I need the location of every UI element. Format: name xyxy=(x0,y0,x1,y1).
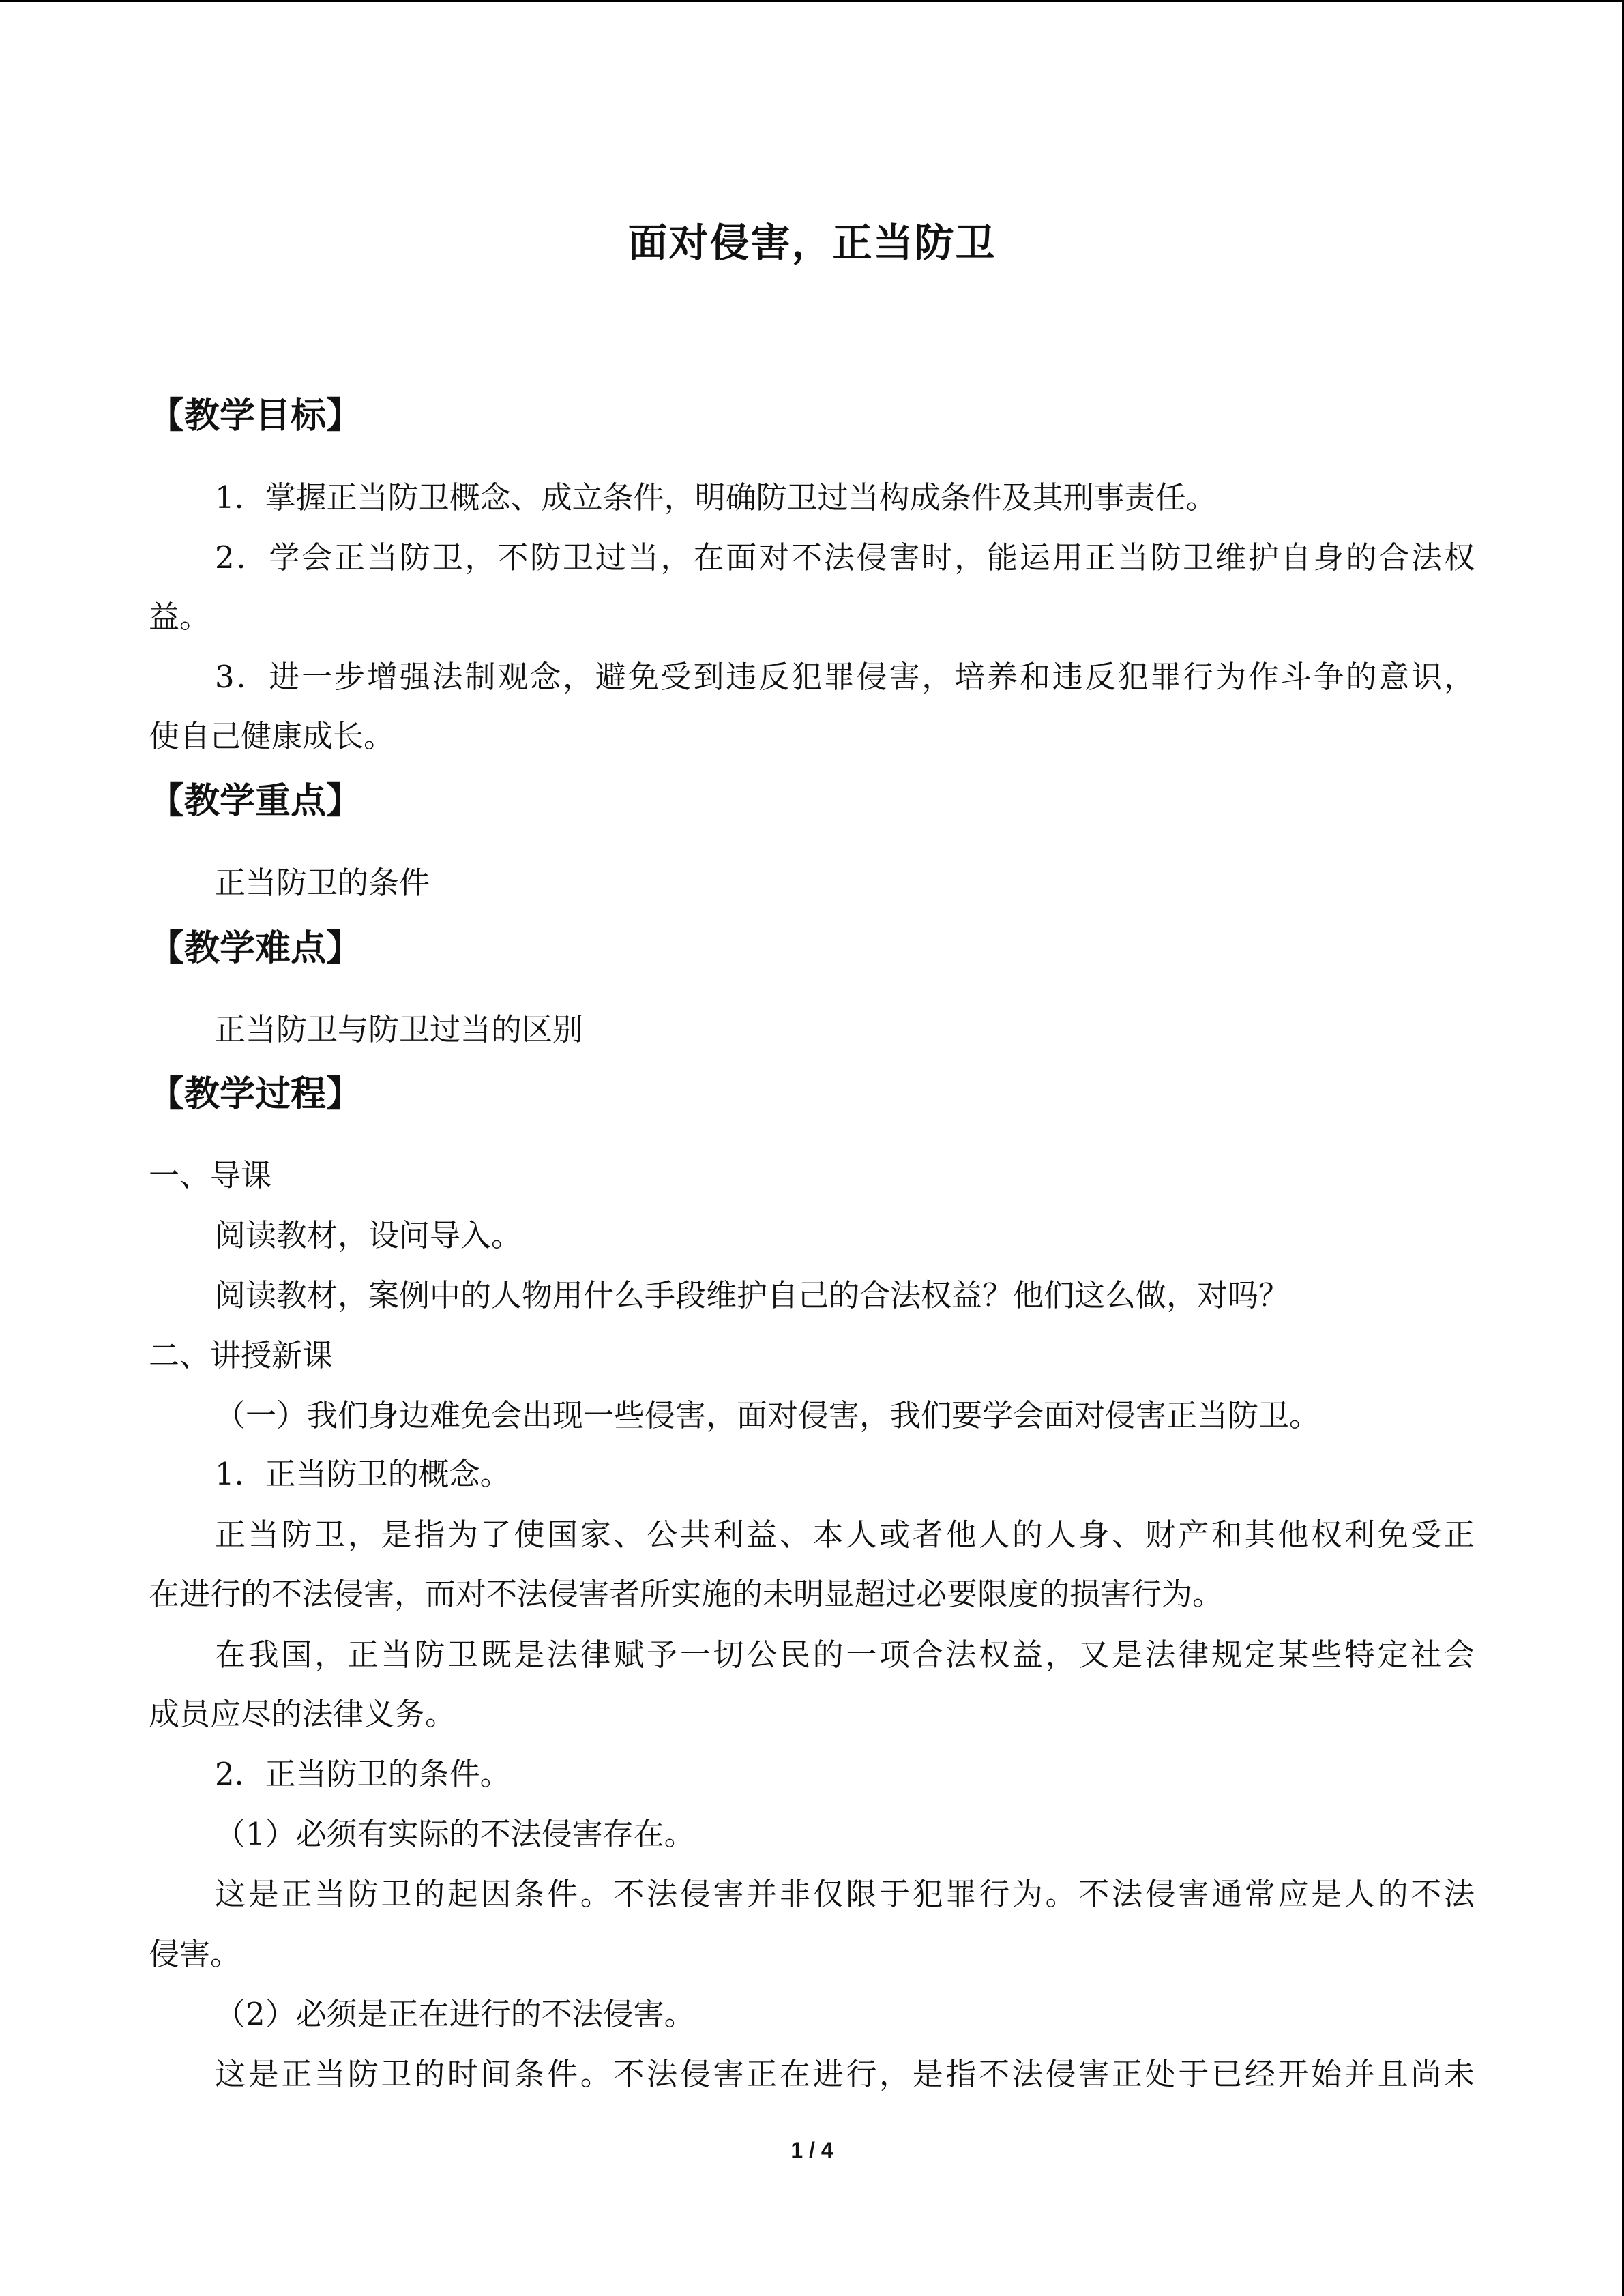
concept-paragraph-1-line-1: 正当防卫，是指为了使国家、公共利益、本人或者他人的人身、财产和其他权利免受正 xyxy=(215,1517,1475,1553)
conditions-title: 2．正当防卫的条件。 xyxy=(215,1756,511,1792)
condition-1-line-1: 这是正当防卫的起因条件。不法侵害并非仅限于犯罪行为。不法侵害通常应是人的不法 xyxy=(215,1876,1475,1912)
section-heading-key-point: 【教学重点】 xyxy=(149,780,362,822)
concept-paragraph-2-line-2: 成员应尽的法律义务。 xyxy=(149,1696,456,1732)
objective-item-2-line-2: 益。 xyxy=(149,599,211,635)
process-part-1-paragraph-1: 阅读教材，设问导入。 xyxy=(215,1217,522,1253)
objective-item-3-line-2: 使自己健康成长。 xyxy=(149,718,395,754)
process-part-2-title: 二、讲授新课 xyxy=(149,1337,334,1373)
document-title: 面对侵害，正当防卫 xyxy=(628,220,996,266)
process-part-1-title: 一、导课 xyxy=(149,1157,272,1193)
section-heading-difficulty: 【教学难点】 xyxy=(149,927,362,969)
condition-2-title: （2）必须是正在进行的不法侵害。 xyxy=(215,1996,695,2032)
section-heading-process: 【教学过程】 xyxy=(149,1073,362,1115)
objective-item-3-line-1: 3．进一步增强法制观念，避免受到违反犯罪侵害，培养和违反犯罪行为作斗争的意识， xyxy=(215,659,1475,695)
concept-paragraph-2-line-1: 在我国，正当防卫既是法律赋予一切公民的一项合法权益，又是法律规定某些特定社会 xyxy=(215,1637,1475,1673)
page-number: 1 / 4 xyxy=(791,2138,833,2162)
difficulty-text: 正当防卫与防卫过当的区别 xyxy=(215,1011,584,1047)
objective-item-2-line-1: 2．学会正当防卫，不防卫过当，在面对不法侵害时，能运用正当防卫维护自身的合法权 xyxy=(215,539,1475,576)
process-part-1-paragraph-2: 阅读教材，案例中的人物用什么手段维护自己的合法权益？他们这么做，对吗？ xyxy=(215,1277,1290,1313)
key-point-text: 正当防卫的条件 xyxy=(215,865,430,901)
process-part-2-intro: （一）我们身边难免会出现一些侵害，面对侵害，我们要学会面对侵害正当防卫。 xyxy=(215,1397,1320,1433)
condition-1-line-2: 侵害。 xyxy=(149,1936,241,1972)
condition-1-title: （1）必须有实际的不法侵害存在。 xyxy=(215,1816,695,1852)
concept-paragraph-1-line-2: 在进行的不法侵害，而对不法侵害者所实施的未明显超过必要限度的损害行为。 xyxy=(149,1576,1224,1612)
objective-item-1: 1．掌握正当防卫概念、成立条件，明确防卫过当构成条件及其刑事责任。 xyxy=(215,479,1217,516)
section-heading-objectives: 【教学目标】 xyxy=(149,395,362,436)
concept-title: 1．正当防卫的概念。 xyxy=(215,1456,511,1492)
condition-2-line-1: 这是正当防卫的时间条件。不法侵害正在进行，是指不法侵害正处于已经开始并且尚未 xyxy=(215,2056,1475,2092)
